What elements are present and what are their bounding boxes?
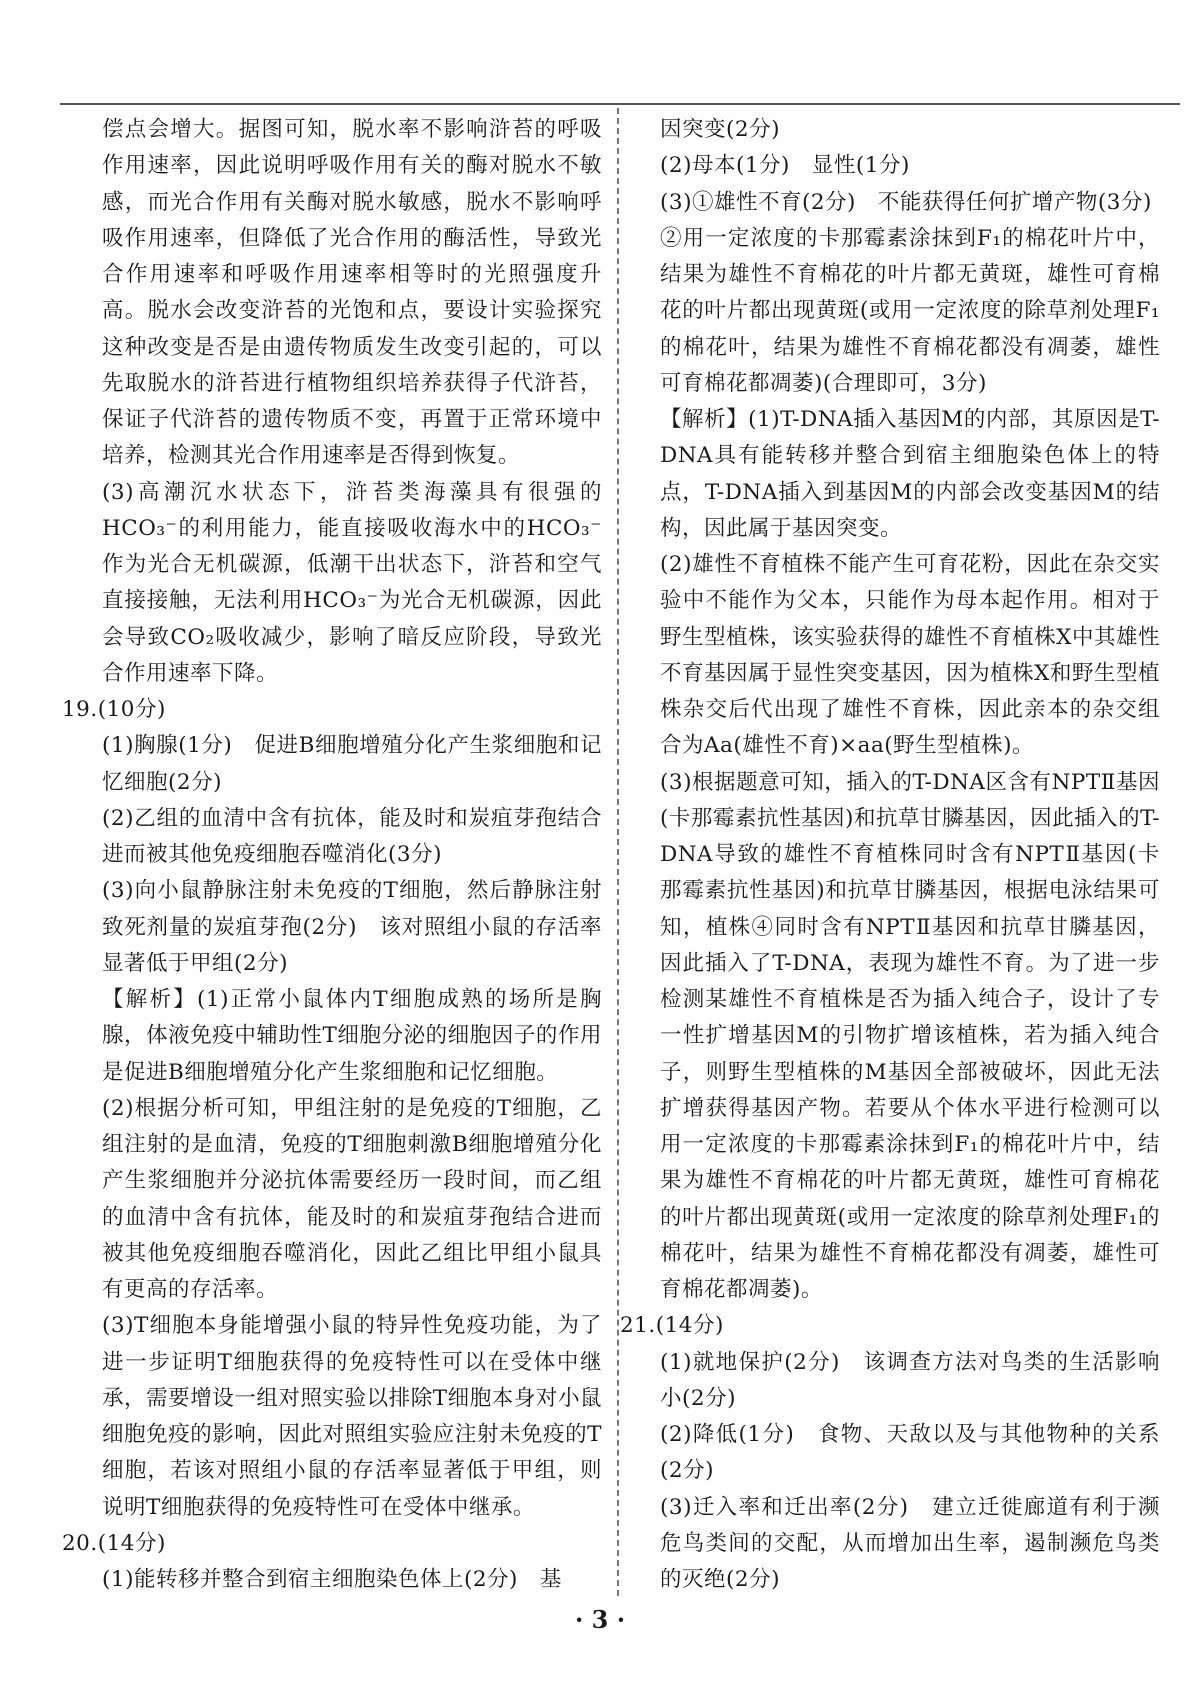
answer: (3)向小鼠静脉注射未免疫的T细胞，然后静脉注射致死剂量的炭疽芽孢(2分) 该对照组小鼠的存活率显著低于甲组(2分) (102, 878, 602, 976)
analysis: (2)根据分析可知，甲组注射的是免疫的T细胞，乙组注射的是血清，免疫的T细胞刺激B细胞增殖分化产生浆细胞并分泌抗体需要经历一段时间，而乙组的血清中含有抗体，能及时的和炭疽芽孢结合进而被其他免疫细胞吞噬消化，因此乙组比甲组小鼠具有更高的存活率。 (102, 1095, 602, 1302)
column-divider (617, 108, 619, 1596)
answer: 因突变(2分) (660, 117, 780, 142)
answer: (1)能转移并整合到宿主细胞染色体上(2分) 基 (102, 1567, 562, 1592)
answer: (1)就地保护(2分) 该调查方法对鸟类的生活影响小(2分) (660, 1349, 1160, 1411)
analysis: (2)雄性不育植株不能产生可育花粉，因此在杂交实验中不能作为父本，只能作为母本起作用。相对于野生型植株，该实验获得的雄性不育植株X中其雄性不育基因属于显性突变基因，因为植株X和野生型植株杂交后代出现了雄性不育株，因此亲本的杂交组合为Aa(雄性不育)×aa(野生型植株)。 (660, 552, 1160, 759)
answer: (2)母本(1分) 显性(1分) (660, 153, 910, 179)
analysis: (3)T细胞本身能增强小鼠的特异性免疫功能，为了进一步证明T细胞获得的免疫特性可以在受体中继承，需要增设一组对照实验以排除T细胞本身对小鼠细胞免疫的影响，因此对照组实验应注射未免疫的T细胞，若该对照组小鼠的存活率显著低于甲组，则说明T细胞获得的免疫特性可在受体中继承。 (102, 1313, 602, 1520)
analysis: 【解析】(1)T-DNA插入基因M的内部，其原因是T-DNA具有能转移并整合到宿主细胞染色体上的特点，T-DNA插入到基因M的内部会改变基因M的结构，因此属于基因突变。 (660, 407, 1160, 541)
paragraph: 偿点会增大。据图可知，脱水率不影响浒苔的呼吸作用速率，因此说明呼吸作用有关的酶对脱水不敏感，而光合作用有关酶对脱水敏感，脱水不影响呼吸作用速率，但降低了光合作用的酶活性，导致光合作用速率和呼吸作用速率相等时的光照强度升高。脱水会改变浒苔的光饱和点，要设计实验探究这种改变是否是由遗传物质发生改变引起的，可以先取脱水的浒苔进行植物组织培养获得子代浒苔，保证子代浒苔的遗传物质不变，再置于正常环境中培养，检测其光合作用速率是否得到恢复。 (102, 117, 602, 469)
left-column (62, 112, 602, 1598)
question-number: 20.(14分) (62, 1530, 166, 1556)
top-rule (60, 103, 1180, 105)
answer: ②用一定浓度的卡那霉素涂抹到F₁的棉花叶片中，结果为雄性不育棉花的叶片都无黄斑，雄性可育棉花的叶片都出现黄斑(或用一定浓度的除草剂处理F₁的棉花叶，结果为雄性不育棉花都没有凋萎，雄性可育棉花都凋萎)(合理即可，3分) (660, 225, 1160, 396)
answer: (1)胸腺(1分) 促进B细胞增殖分化产生浆细胞和记忆细胞(2分) (102, 733, 602, 795)
analysis: (3)根据题意可知，插入的T-DNA区含有NPTⅡ基因(卡那霉素抗性基因)和抗草甘膦基因，因此插入的T-DNA导致的雄性不育植株同时含有NPTⅡ基因(卡那霉素抗性基因)和抗草甘膦基因，根据电泳结果可知，植株④同时含有NPTⅡ基因和抗草甘膦基因，因此插入了T-DNA，表现为雄性不育。为了进一步检测某雄性不育植株是否为插入纯合子，设计了专一性扩增基因M的引物扩增该植株，若为插入纯合子，则野生型植株的M基因全部被破坏，因此无法扩增获得基因产物。若要从个体水平进行检测可以用一定浓度的卡那霉素涂抹到F₁的棉花叶片中，结果为雄性不育棉花的叶片都无黄斑，雄性可育棉花的叶片都出现黄斑(或用一定浓度的除草剂处理F₁的棉花叶，结果为雄性不育棉花都没有凋萎，雄性可育棉花都凋萎)。 (660, 769, 1160, 1302)
answer: (2)降低(1分) 食物、天敌以及与其他物种的关系(2分) (660, 1422, 1160, 1484)
right-column (620, 112, 1160, 1598)
paragraph: (3)高潮沉水状态下，浒苔类海藻具有很强的HCO₃⁻的利用能力，能直接吸收海水中的HCO₃⁻作为光合无机碳源，低潮干出状态下，浒苔和空气直接接触，无法利用HCO₃⁻为光合无机碳源，因此会导致CO₂吸收减少，影响了暗反应阶段，导致光合作用速率下降。 (102, 479, 602, 686)
answer: (2)乙组的血清中含有抗体，能及时和炭疽芽孢结合进而被其他免疫细胞吞噬消化(3分) (102, 805, 602, 867)
answer: (3)迁入率和迁出率(2分) 建立迁徙廊道有利于濒危鸟类间的交配，从而增加出生率，遏制濒危鸟类的灭绝(2分) (660, 1494, 1160, 1592)
question-number: 19.(10分) (62, 697, 166, 722)
page-number: · 3 · (574, 1605, 626, 1634)
analysis: 【解析】(1)正常小鼠体内T细胞成熟的场所是胸腺，体液免疫中辅助性T细胞分泌的细胞因子的作用是促进B细胞增殖分化产生浆细胞和记忆细胞。 (102, 987, 602, 1085)
answer: (3)①雄性不育(2分) 不能获得任何扩增产物(3分) (660, 189, 1152, 215)
question-number: 21.(14分) (620, 1313, 724, 1339)
